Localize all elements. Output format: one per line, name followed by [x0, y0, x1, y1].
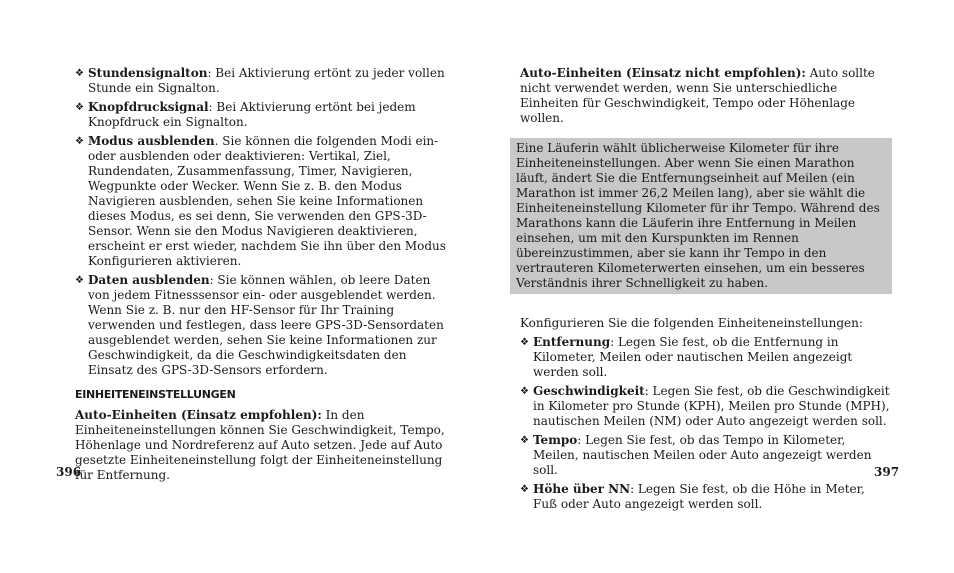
- setting-description: : Legen Sie fest, ob die Höhe in Meter, Fuß oder Auto angezeigt werden soll.: [533, 482, 865, 511]
- diamond-bullet-icon: ❖: [75, 68, 84, 79]
- diamond-bullet-icon: ❖: [520, 435, 529, 446]
- auto-units-term: Auto-Einheiten (Einsatz empfohlen):: [75, 408, 322, 422]
- right-bullet-list: [520, 335, 892, 512]
- diamond-bullet-icon: ❖: [520, 484, 529, 495]
- setting-description: . Sie können die folgenden Modi ein- oder ausblenden oder deaktivieren: Vertikal, Ziel, Rundendaten, Zusammenfassung, Timer, Navigieren, Wegpunkte oder Wecker. Wenn Sie z. B. den Modus Navigieren ausblenden, sehen Sie keine Informationen dieses Modus, es sei denn, Sie verwenden den GPS-3D-Sensor. Wenn sie den Modus Navigieren deaktivieren, erscheint er erst wieder, nachdem Sie ihn über den Modus Konfigurieren aktivieren.: [88, 134, 446, 268]
- list-item: [75, 134, 455, 269]
- left-bullet-list: [75, 66, 455, 378]
- setting-term: Modus ausblenden: [88, 134, 215, 148]
- diamond-bullet-icon: ❖: [520, 337, 529, 348]
- auto-units-text: In den Einheiteneinstellungen können Sie Geschwindigkeit, Tempo, Höhenlage und Nordreferenz auf Auto setzen. Jede auf Auto gesetzte Einheiteneinstellung folgt der Einheiteneinstellung für Entfernung.: [75, 408, 445, 482]
- list-item: [75, 273, 455, 378]
- setting-description: : Bei Aktivierung ertönt bei jedem Knopfdruck ein Signalton.: [88, 100, 416, 129]
- setting-term: Entfernung: [533, 335, 611, 349]
- setting-term: Knopfdrucksignal: [88, 100, 209, 114]
- diamond-bullet-icon: ❖: [520, 386, 529, 397]
- setting-description: : Sie können wählen, ob leere Daten von jedem Fitnesssensor ein- oder ausgeblendet werden. Wenn Sie z. B. nur den HF-Sensor für Ihr Training verwenden und festlegen, dass leere GPS-3D-Sensordaten ausgeblendet werden, sehen Sie keine Informationen zur Geschwindigkeit, da die Geschwindigkeitsdaten den Einsatz des GPS-3D-Sensors erfordern.: [88, 273, 444, 377]
- intro-paragraph: Konfigurieren Sie die folgenden Einheiteneinstellungen:: [520, 316, 863, 330]
- auto-units-text: Auto sollte nicht verwendet werden, wenn Sie unterschiedliche Einheiten für Geschwindigkeit, Tempo oder Höhenlage wollen.: [520, 66, 875, 125]
- setting-term: Geschwindigkeit: [533, 384, 645, 398]
- section-heading: EINHEITENEINSTELLUNGEN: [75, 388, 236, 401]
- list-item: [75, 66, 455, 96]
- setting-term: Stundensignalton: [88, 66, 208, 80]
- setting-term: Daten ausblenden: [88, 273, 210, 287]
- right-page-column: [516, 66, 892, 516]
- list-item: [520, 482, 892, 512]
- setting-term: Höhe über NN: [533, 482, 631, 496]
- setting-description: : Legen Sie fest, ob die Entfernung in Kilometer, Meilen oder nautischen Meilen angezeigt werden soll.: [533, 335, 853, 379]
- list-item: [75, 100, 455, 130]
- list-item: [520, 384, 892, 429]
- list-item: [520, 433, 892, 478]
- page-number-left: 396: [56, 465, 82, 479]
- setting-description: : Legen Sie fest, ob die Geschwindigkeit in Kilometer pro Stunde (KPH), Meilen pro Stunde (MPH), nautischen Meilen (NM) oder Auto angezeigt werden soll.: [533, 384, 890, 428]
- auto-units-term: Auto-Einheiten (Einsatz nicht empfohlen):: [520, 66, 806, 80]
- setting-term: Tempo: [533, 433, 578, 447]
- setting-description: : Legen Sie fest, ob das Tempo in Kilometer, Meilen, nautischen Meilen oder Auto angezeigt werden soll.: [533, 433, 872, 477]
- auto-units-not-recommended-paragraph: [520, 66, 892, 126]
- list-item: [520, 335, 892, 380]
- left-page-column: [75, 66, 455, 483]
- auto-units-paragraph: [75, 408, 455, 483]
- example-note-box: Eine Läuferin wählt üblicherweise Kilometer für ihre Einheiteneinstellungen. Aber wenn Sie einen Marathon läuft, ändert Sie die Entfernungseinheit auf Meilen (ein Marathon ist immer 26,2 Meilen lang), aber sie wählt die Einheiteneinstellung Kilometer für ihr Tempo. Während des Marathons kann die Läuferin ihre Entfernung in Meilen einsehen, um mit den Kurspunkten im Rennen übereinzustimmen, aber sie kann ihr Tempo in den vertrauteren Kilometerwerten einsehen, um ein besseres Verständnis ihrer Schnelligkeit zu haben.: [510, 138, 892, 294]
- setting-description: : Bei Aktivierung ertönt zu jeder vollen Stunde ein Signalton.: [88, 66, 445, 95]
- diamond-bullet-icon: ❖: [75, 136, 84, 147]
- page-number-right: 397: [874, 465, 900, 479]
- diamond-bullet-icon: ❖: [75, 102, 84, 113]
- diamond-bullet-icon: ❖: [75, 275, 84, 286]
